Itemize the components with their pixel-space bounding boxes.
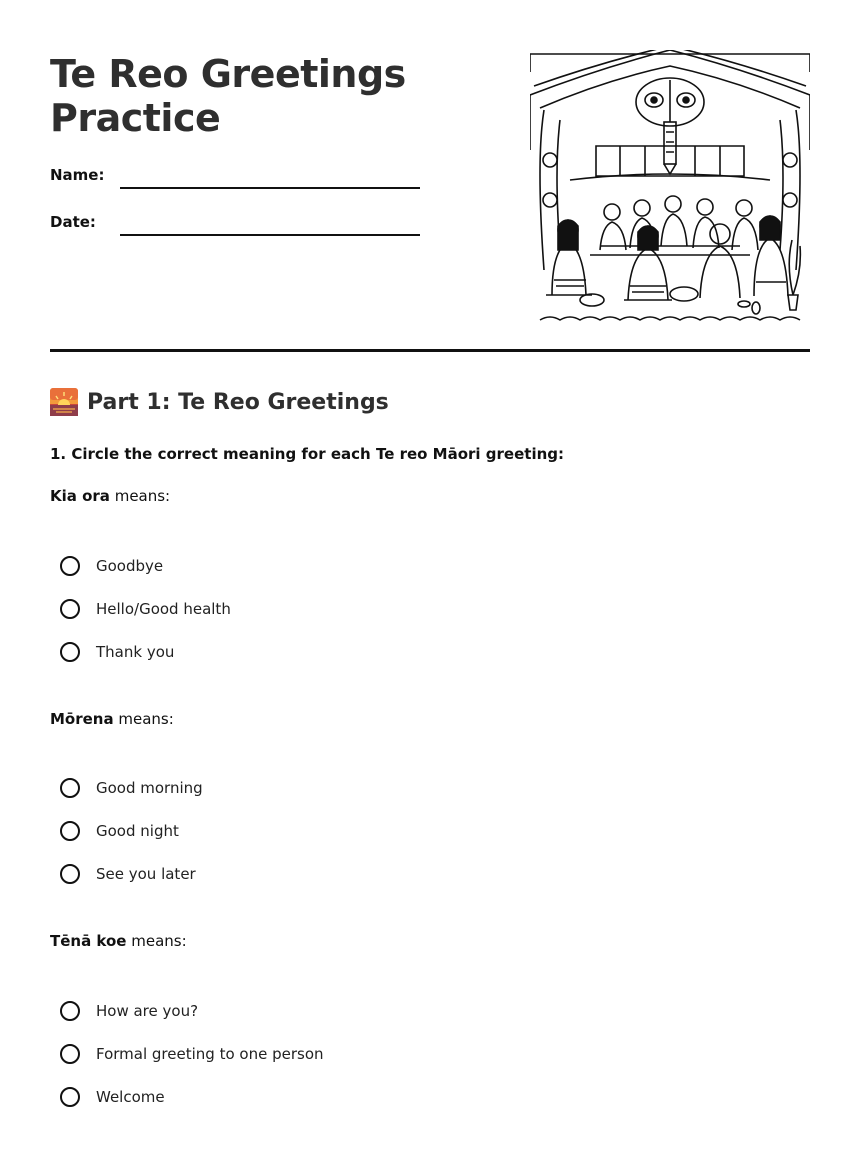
question-instruction: 1. Circle the correct meaning for each Te reo Māori greeting: xyxy=(50,445,565,463)
option-label: Formal greeting to one person xyxy=(96,1045,324,1063)
question-suffix: means: xyxy=(126,932,187,950)
option-formal-greeting[interactable] xyxy=(60,1041,324,1067)
radio-circle[interactable] xyxy=(60,642,80,662)
option-label: Hello/Good health xyxy=(96,600,231,618)
name-label: Name: xyxy=(50,166,105,184)
radio-circle[interactable] xyxy=(60,1001,80,1021)
question-suffix: means: xyxy=(109,487,171,505)
wharenui-gathering-illustration xyxy=(530,50,810,325)
sunrise-icon xyxy=(50,388,78,416)
option-label: How are you? xyxy=(96,1002,199,1020)
question-morena xyxy=(50,710,174,728)
radio-circle[interactable] xyxy=(60,599,80,619)
option-welcome[interactable] xyxy=(60,1084,165,1110)
question-kia-ora xyxy=(50,487,170,505)
option-label: Goodbye xyxy=(96,557,164,575)
radio-circle[interactable] xyxy=(60,1044,80,1064)
radio-circle[interactable] xyxy=(60,864,80,884)
date-field[interactable] xyxy=(120,234,420,236)
radio-circle[interactable] xyxy=(60,1087,80,1107)
date-label: Date: xyxy=(50,213,96,231)
part1-title: Part 1: Te Reo Greetings xyxy=(87,389,389,415)
option-label: See you later xyxy=(96,865,196,883)
option-label: Good morning xyxy=(96,779,203,797)
section-divider xyxy=(50,349,810,352)
option-see-you-later[interactable] xyxy=(60,861,196,887)
option-goodbye[interactable] xyxy=(60,553,163,579)
question-term: Tēnā koe xyxy=(50,932,127,950)
page-title: Te Reo Greetings Practice xyxy=(50,52,406,140)
option-how-are-you[interactable] xyxy=(60,998,198,1024)
option-good-morning[interactable] xyxy=(60,775,203,801)
question-term: Mōrena xyxy=(50,710,114,728)
name-field[interactable] xyxy=(120,187,420,189)
option-good-night[interactable] xyxy=(60,818,179,844)
option-label: Good night xyxy=(96,822,179,840)
part1-heading xyxy=(50,388,389,416)
radio-circle[interactable] xyxy=(60,556,80,576)
option-thank-you[interactable] xyxy=(60,639,174,665)
radio-circle[interactable] xyxy=(60,778,80,798)
option-label: Welcome xyxy=(96,1088,165,1106)
question-suffix: means: xyxy=(113,710,174,728)
question-term: Kia ora xyxy=(50,487,110,505)
option-hello-good-health[interactable] xyxy=(60,596,231,622)
radio-circle[interactable] xyxy=(60,821,80,841)
option-label: Thank you xyxy=(96,643,175,661)
question-tena-koe xyxy=(50,932,187,950)
